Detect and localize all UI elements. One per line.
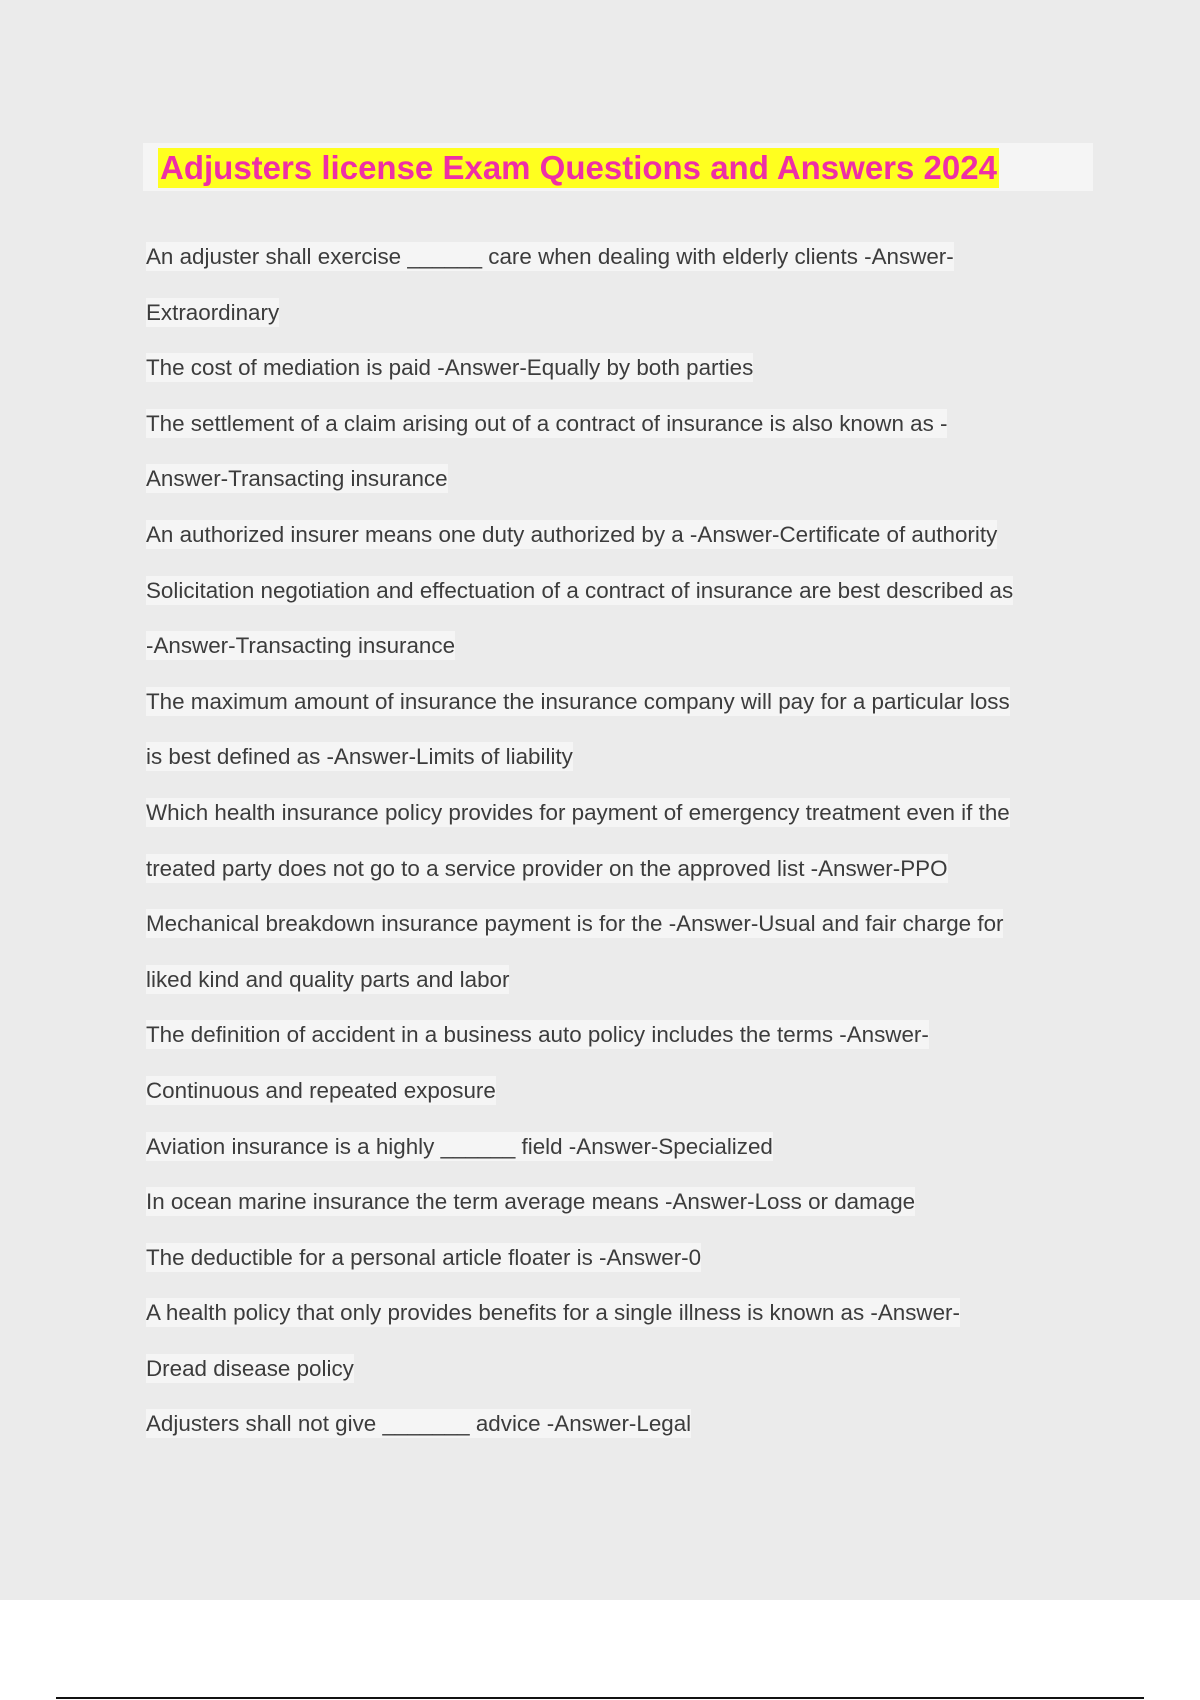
- footer-divider: [56, 1697, 1144, 1699]
- qa-content: [146, 232, 1096, 1455]
- line-text: An adjuster shall exercise ______ care when dealing with elderly clients -Answer-: [146, 244, 954, 269]
- text-line: [146, 955, 1096, 1011]
- line-text: Aviation insurance is a highly ______ field -Answer-Specialized: [146, 1133, 773, 1159]
- text-line: [146, 1399, 1096, 1455]
- line-text: liked kind and quality parts and labor: [146, 966, 510, 992]
- text-line: [146, 621, 1096, 677]
- text-line: [146, 1010, 1096, 1066]
- line-text: The settlement of a claim arising out of a contract of insurance is also known as -: [146, 410, 948, 436]
- line-text: Extraordinary: [146, 299, 280, 325]
- text-line: [146, 454, 1096, 510]
- line-text: Solicitation negotiation and effectuation of a contract of insurance are best described as: [146, 577, 1014, 603]
- line-text: -Answer-Transacting insurance: [146, 633, 456, 659]
- text-line: [146, 1288, 1096, 1344]
- line-text: A health policy that only provides benefits for a single illness is known as -Answer-: [146, 1300, 960, 1326]
- line-text: is best defined as -Answer-Limits of liability: [146, 744, 573, 770]
- document-title: Adjusters license Exam Questions and Answers 2024: [160, 149, 997, 186]
- text-line: [146, 343, 1096, 399]
- text-line: [146, 1344, 1096, 1400]
- text-line: [146, 899, 1096, 955]
- text-line: [146, 288, 1096, 344]
- line-text: Answer-Transacting insurance: [146, 466, 448, 492]
- line-text: The maximum amount of insurance the insurance company will pay for a particular loss: [146, 688, 1010, 714]
- line-text: Continuous and repeated exposure: [146, 1077, 496, 1103]
- text-line: [146, 1233, 1096, 1289]
- text-line: [146, 1066, 1096, 1122]
- line-text: treated party does not go to a service provider on the approved list -Answer-PPO: [146, 855, 948, 881]
- text-line: [146, 788, 1096, 844]
- line-text: Mechanical breakdown insurance payment is for the -Answer-Usual and fair charge for: [146, 911, 1004, 937]
- line-text: The definition of accident in a business auto policy includes the terms -Answer-: [146, 1022, 929, 1048]
- line-text: An authorized insurer means one duty authorized by a -Answer-Certificate of authority: [146, 521, 998, 547]
- line-text: The cost of mediation is paid -Answer-Equally by both parties: [146, 355, 754, 381]
- text-line: [146, 1122, 1096, 1178]
- text-line: [146, 510, 1096, 566]
- text-line: [146, 844, 1096, 900]
- line-text: Adjusters shall not give _______ advice -Answer-Legal: [146, 1411, 692, 1437]
- text-line: [146, 566, 1096, 622]
- text-line: [146, 732, 1096, 788]
- text-line: [146, 232, 1096, 288]
- line-text: In ocean marine insurance the term average means -Answer-Loss or damage: [146, 1189, 916, 1215]
- line-text: The deductible for a personal article floater is -Answer-0: [146, 1244, 702, 1270]
- text-line: [146, 1177, 1096, 1233]
- line-text: Which health insurance policy provides for payment of emergency treatment even if the: [146, 799, 1010, 825]
- text-line: [146, 399, 1096, 455]
- line-text: Dread disease policy: [146, 1355, 354, 1381]
- text-line: [146, 677, 1096, 733]
